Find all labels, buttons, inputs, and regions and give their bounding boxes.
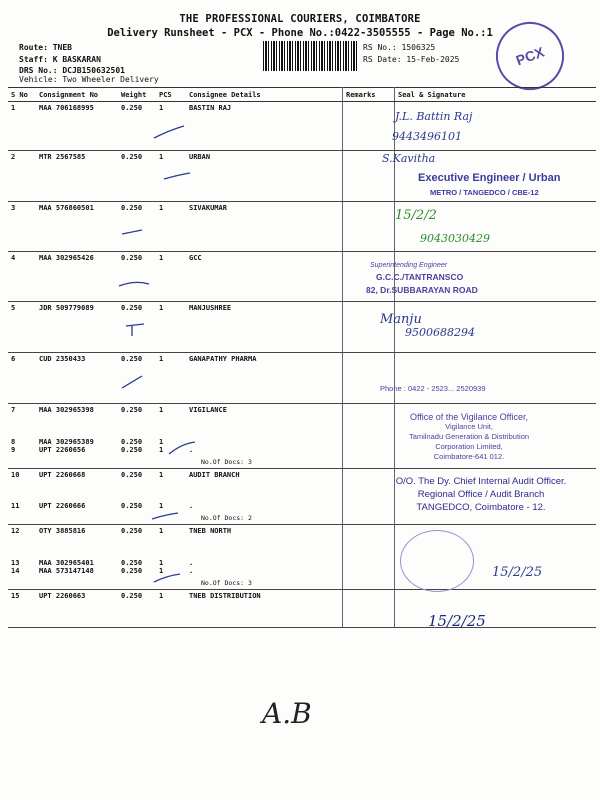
cell-remarks	[343, 567, 395, 590]
cell-consignment: MTR 2567585	[36, 151, 118, 202]
cell-consignee: AUDIT BRANCH	[186, 468, 343, 502]
consignee-dot: .	[189, 502, 194, 510]
cell-weight: 0.250	[118, 102, 156, 151]
signature-row1-name: J.L. Battin Raj	[395, 110, 473, 123]
tick-mark	[118, 372, 148, 392]
runsheet-subtitle: Delivery Runsheet - PCX - Phone No.:0422-3505555 - Page No.:1	[107, 27, 493, 39]
stamp-row7-line2: Vigilance Unit,	[445, 422, 493, 431]
header-sno: S No	[8, 88, 36, 102]
cell-sno: 14	[8, 567, 36, 590]
cell-pcs: 1	[156, 589, 186, 627]
meta-right	[363, 42, 459, 65]
cell-pcs: 1	[159, 527, 164, 535]
cell-consignee	[186, 567, 343, 590]
cell-weight: 0.250	[118, 567, 156, 590]
cell-consignment: UPT 2260663	[36, 589, 118, 627]
cell-pcs: 1	[156, 202, 186, 252]
cell-consignment: UPT 2260656	[36, 446, 118, 469]
cell-consignee: TNEB DISTRIBUTION	[186, 589, 343, 627]
header-remarks: Remarks	[343, 88, 395, 102]
cell-pcs: 1	[156, 302, 186, 353]
cell-consignment: MAA 302965401	[39, 558, 94, 567]
stamp-row2-a: Executive Engineer / Urban	[418, 172, 561, 184]
consignee-dot: .	[189, 566, 194, 575]
cell-remarks	[343, 302, 395, 353]
cell-sno: 3	[8, 202, 36, 252]
cell-consignment: MAA 576860501	[36, 202, 118, 252]
docs-count: No.Of Docs: 3	[201, 457, 252, 466]
cell-weight: 0.250	[118, 446, 156, 469]
cell-weight: 0.250	[118, 353, 156, 404]
cell-consignee: SIVAKUMAR	[186, 202, 343, 252]
round-stamp-row12	[400, 530, 474, 592]
runner-signature: A.B	[262, 697, 312, 730]
signature-row3-b: 9043030429	[420, 232, 490, 245]
company-title: THE PROFESSIONAL COURIERS, COIMBATORE	[179, 13, 421, 25]
cell-remarks	[343, 353, 395, 404]
table-header-row	[8, 88, 596, 102]
drs-label: DRS No.: DCJB150632501	[19, 66, 125, 75]
staff-label: Staff: K BASKARAN	[19, 54, 101, 64]
cell-consignment: OTY 3885816	[39, 527, 86, 535]
cell-weight: 0.250	[118, 502, 156, 525]
cell-consignee	[186, 446, 343, 469]
tick-mark	[160, 165, 200, 195]
cell-remarks	[343, 559, 395, 567]
consignee-dot: .	[189, 445, 194, 454]
meta-left	[19, 42, 125, 77]
tick-mark	[122, 320, 152, 340]
tick-mark	[150, 118, 190, 148]
cell-consignment: MAA 302965398	[39, 406, 94, 414]
cell-weight: 0.250	[118, 151, 156, 202]
cell-pcs: 1	[159, 558, 164, 567]
tick-mark	[150, 568, 190, 592]
cell-pcs: 1	[159, 406, 164, 414]
cell-sno: 15	[8, 589, 36, 627]
cell-sno: 2	[8, 151, 36, 202]
cell-signature	[395, 102, 597, 151]
signature-row3-a: 15/2/2	[395, 208, 437, 223]
signature-row15: 15/2/25	[428, 612, 486, 630]
cell-weight: 0.250	[121, 527, 143, 535]
stamp-row4-a: Superintending Engineer	[370, 262, 448, 269]
cell-consignment: MAA 302965426	[36, 252, 118, 302]
cell-remarks	[343, 202, 395, 252]
cell-sno: 6	[8, 353, 36, 404]
stamp-row4-b: G.C.C./TANTRANSCO	[376, 272, 464, 282]
cell-pcs: 1	[159, 437, 164, 446]
cell-sno: 7	[11, 406, 16, 414]
stamp-row10	[368, 475, 594, 514]
cell-consignee: GANAPATHY PHARMA	[186, 353, 343, 404]
cell-weight: 0.250	[121, 558, 143, 567]
header-consignment: Consignment No	[36, 88, 118, 102]
cell-sno: 13	[11, 558, 20, 567]
table-row	[8, 102, 596, 151]
docs-count: No.Of Docs: 2	[201, 514, 252, 522]
cell-pcs: 1	[156, 151, 186, 202]
cell-consignee: .	[186, 559, 343, 567]
cell-remarks	[343, 589, 395, 627]
stamp-row10-line1: O/O. The Dy. Chief Internal Audit Officer.	[395, 476, 567, 487]
cell-consignment: MAA 573147148	[36, 567, 118, 590]
cell-signature	[395, 353, 597, 404]
cell-weight: 0.250	[121, 406, 143, 414]
header-pcs: PCS	[156, 88, 186, 102]
cell-weight: 0.250	[121, 437, 143, 446]
cell-consignee	[186, 438, 343, 446]
signature-row12: 15/2/25	[492, 565, 543, 580]
cell-consignee: URBAN	[186, 151, 343, 202]
rs-no-label: RS No.: 1506325	[363, 43, 436, 52]
table-row	[8, 525, 596, 559]
cell-consignment: JDR 509779089	[36, 302, 118, 353]
cell-pcs: 1	[156, 102, 186, 151]
cell-consignment: MAA 706168995	[36, 102, 118, 151]
table-row	[8, 252, 596, 302]
cell-pcs: 1	[156, 502, 186, 525]
header-signature: Seal & Signature	[395, 88, 597, 102]
cell-consignment: UPT 2260666	[36, 502, 118, 525]
header-weight: Weight	[118, 88, 156, 102]
docs-count: No.Of Docs: 3	[201, 578, 252, 587]
stamp-row7	[384, 412, 554, 462]
cell-sno: 1	[8, 102, 36, 151]
signature-row2: S.Kavitha	[382, 152, 436, 165]
vehicle-label: Vehicle: Two Wheeler Delivery	[19, 75, 159, 84]
runsheet-table	[8, 87, 596, 628]
stamp-row4-c: 82, Dr.SUBBARAYAN ROAD	[366, 285, 478, 295]
cell-consignment: UPT 2260668	[39, 470, 86, 479]
table-row	[8, 202, 596, 252]
cell-pcs: 1	[156, 446, 186, 469]
cell-pcs: 1	[156, 567, 186, 590]
stamp-row2-b: METRO / TANGEDCO / CBE-12	[430, 188, 539, 197]
cell-consignment: MAA 302965389	[39, 437, 94, 446]
cell-weight: 0.250	[118, 589, 156, 627]
signature-row5-b: 9500688294	[405, 326, 475, 339]
header-consignee: Consignee Details	[186, 88, 343, 102]
cell-remarks	[343, 525, 395, 559]
stamp-row7-line3: Tamilnadu Generation & Distribution	[408, 432, 530, 441]
cell-weight: 0.250	[118, 252, 156, 302]
cell-consignee: MANJUSHREE	[186, 302, 343, 353]
cell-consignee	[186, 502, 343, 525]
stamp-row7-line5: Coimbatore-641 012.	[433, 452, 505, 461]
cell-consignee: BASTIN RAJ	[186, 102, 343, 151]
table-row	[8, 302, 596, 353]
tick-mark	[118, 220, 148, 240]
cell-signature	[395, 589, 597, 627]
cell-pcs: 1	[156, 353, 186, 404]
pcx-stamp: PCX	[486, 12, 573, 99]
cell-sno: 5	[8, 302, 36, 353]
cell-weight: 0.250	[118, 202, 156, 252]
cell-consignee: VIGILANCE	[186, 404, 343, 438]
tick-mark	[165, 436, 205, 460]
stamp-row6: Phone : 0422 - 2523... 2520939	[380, 384, 486, 393]
barcode	[263, 41, 358, 71]
stamp-row7-line4: Corporation Limited,	[435, 442, 503, 451]
cell-weight: 0.250	[118, 302, 156, 353]
cell-sno: 8	[11, 437, 16, 446]
cell-remarks	[343, 102, 395, 151]
stamp-row7-line1: Office of the Vigilance Officer,	[409, 412, 529, 422]
cell-pcs: 1	[159, 470, 164, 479]
cell-weight: 0.250	[121, 470, 143, 479]
tick-mark	[115, 274, 155, 298]
cell-sno: 10	[11, 470, 20, 479]
cell-pcs: 1	[156, 252, 186, 302]
table-row	[8, 353, 596, 404]
stamp-row10-line3: TANGEDCO, Coimbatore - 12.	[416, 502, 546, 513]
cell-consignment: CUD 2350433	[36, 353, 118, 404]
cell-sno: 12	[11, 527, 20, 535]
cell-sno: 11	[8, 502, 36, 525]
cell-sno: 4	[8, 252, 36, 302]
cell-sno: 9	[8, 446, 36, 469]
stamp-row10-line2: Regional Office / Audit Branch	[417, 489, 545, 500]
route-label: Route: TNEB	[19, 43, 72, 52]
rs-date-label: RS Date: 15-Feb-2025	[363, 54, 460, 64]
table-row	[8, 589, 596, 627]
cell-consignee: GCC	[186, 252, 343, 302]
signature-row1-phone: 9443496101	[392, 130, 462, 143]
signature-row5-a: Manju	[380, 312, 422, 327]
cell-consignee: TNEB NORTH	[186, 525, 343, 559]
tick-mark	[148, 505, 188, 529]
